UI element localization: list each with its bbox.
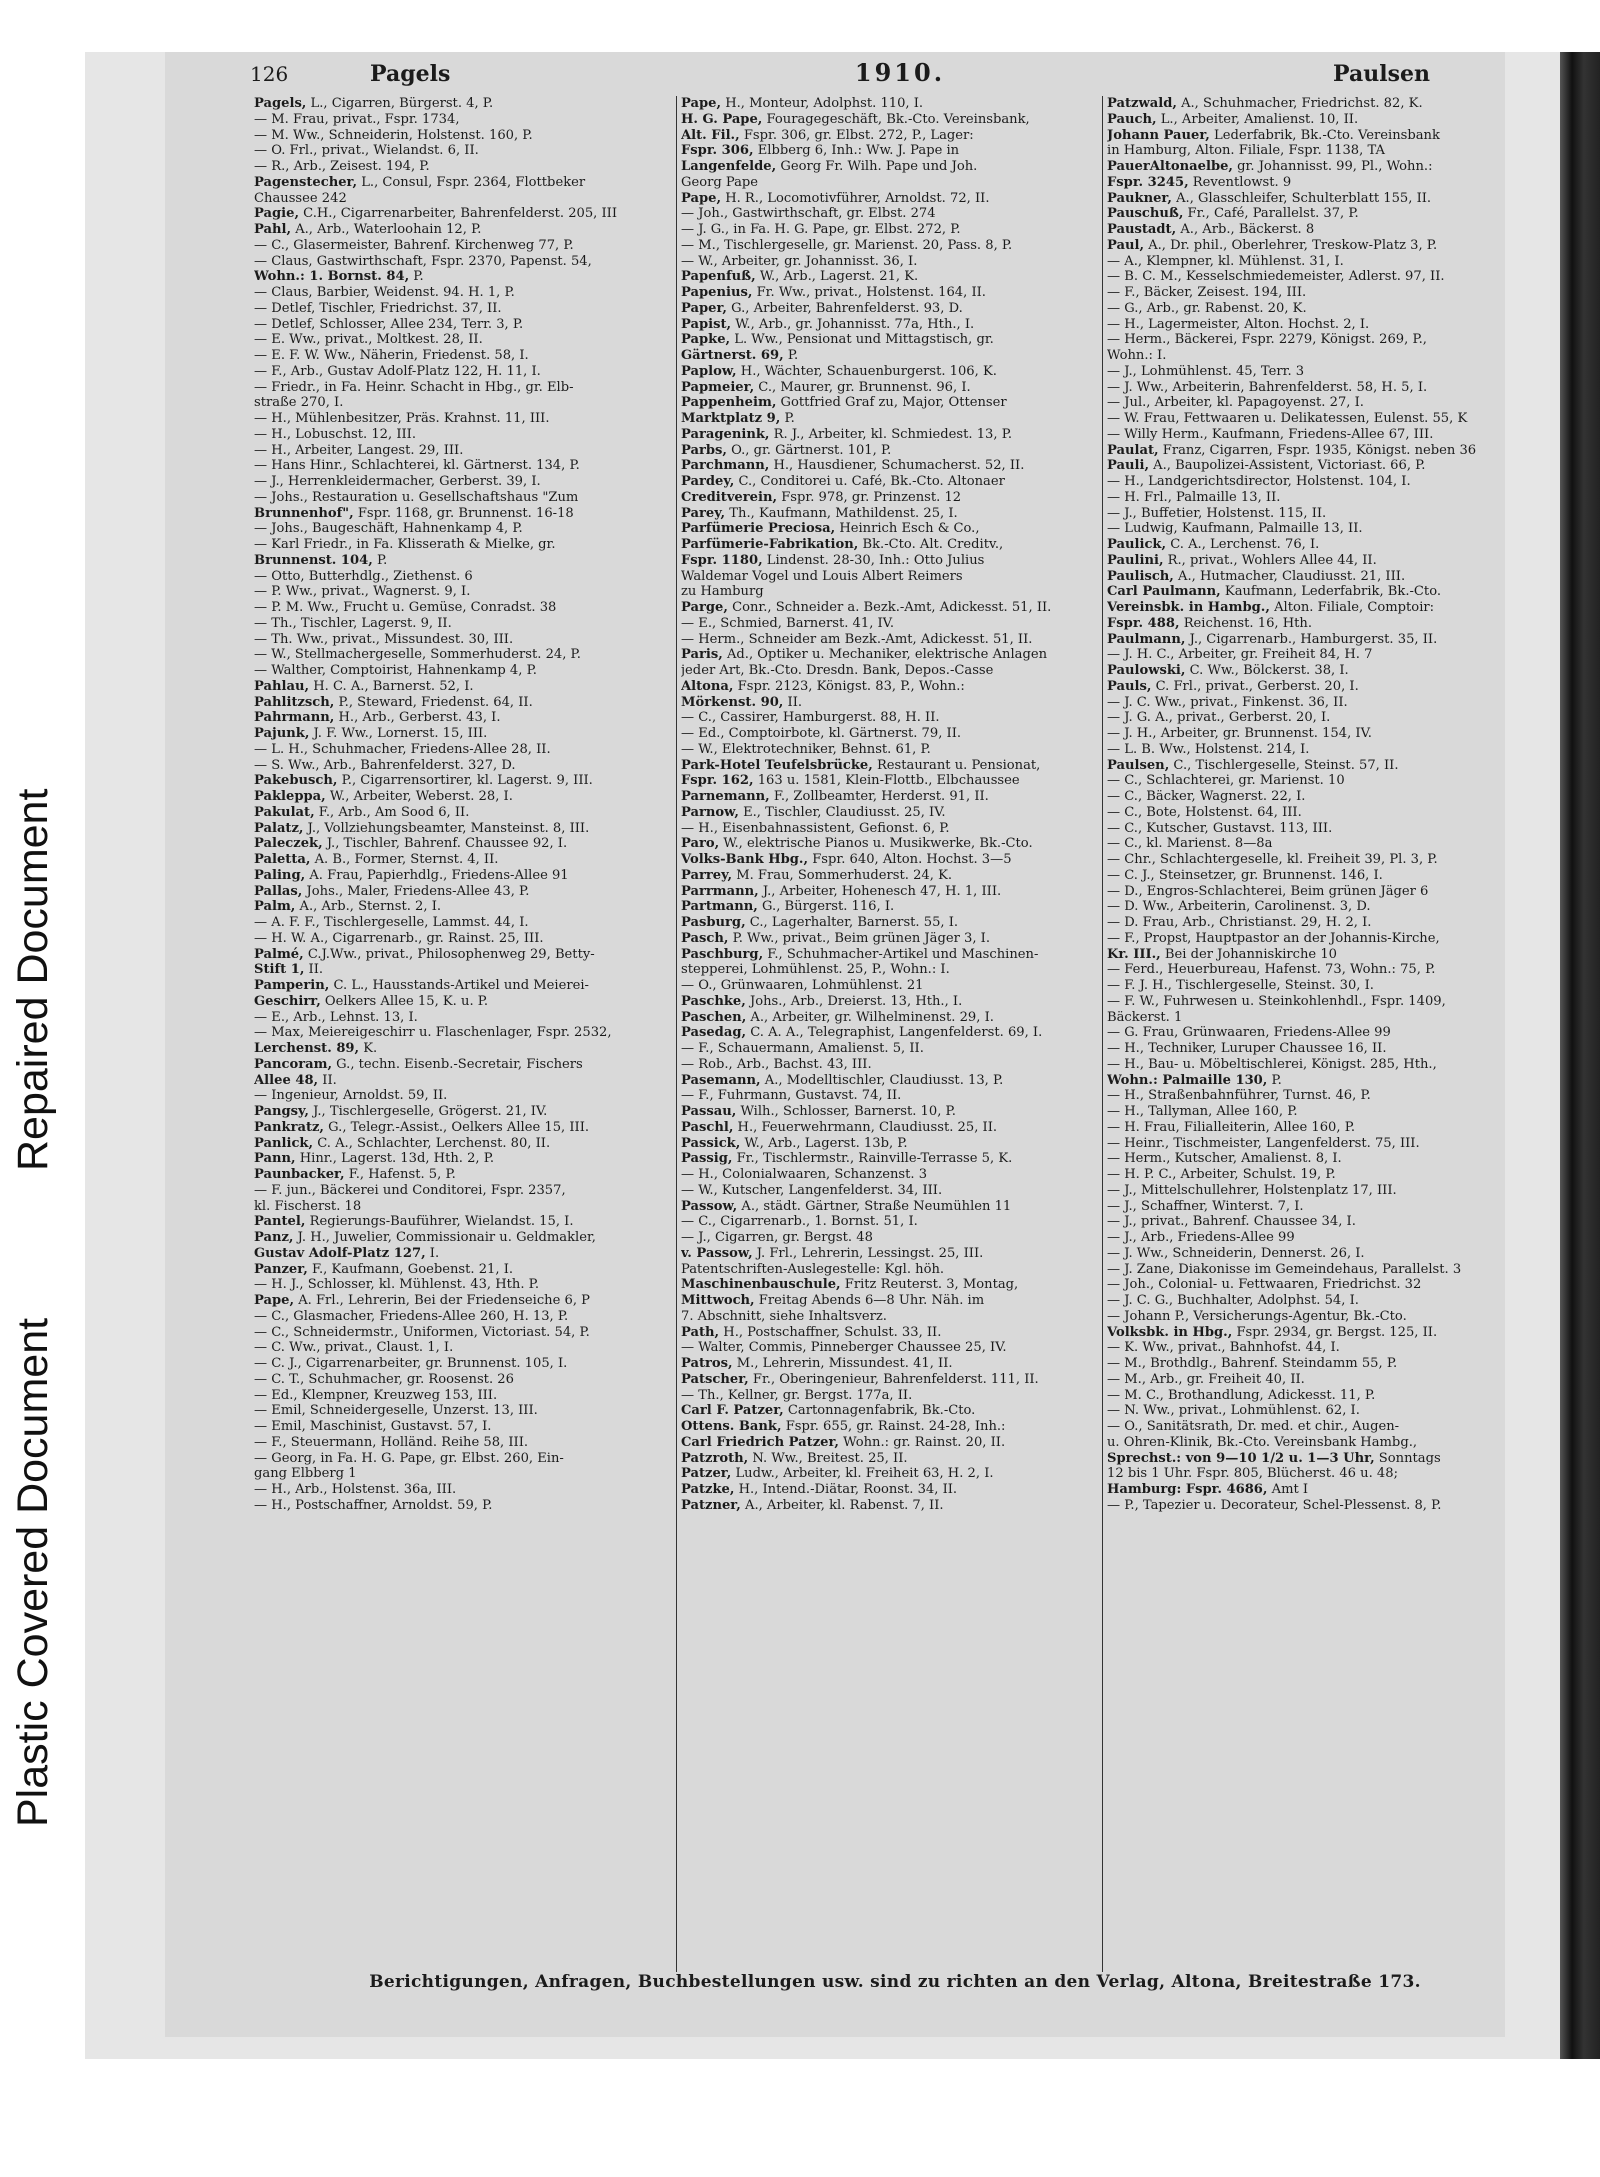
directory-entry: — H., Eisenbahnassistent, Gefionst. 6, P. <box>681 820 950 836</box>
directory-entry: Ottens. Bank, Fspr. 655, gr. Rainst. 24-28, Inh.: <box>681 1419 1006 1434</box>
directory-entry: Paro, W., elektrische Pianos u. Musikwerke, Bk.-Cto. <box>681 836 1033 852</box>
directory-entry: Gärtnerst. 69, P. <box>681 348 799 363</box>
directory-entry: — C., Bäcker, Wagnerst. 22, I. <box>1107 789 1306 804</box>
directory-entry: Pann, Hinr., Lagerst. 13d, Hth. 2, P. <box>254 1151 495 1167</box>
directory-entry: Pantel, Regierungs-Bauführer, Wielandst. 15, I. <box>254 1214 574 1230</box>
directory-entry: — W., Stellmachergeselle, Sommerhuderst. 24, P. <box>254 647 581 663</box>
directory-entry: — Ludwig, Kaufmann, Palmaille 13, II. <box>1107 521 1363 537</box>
directory-entry: Volks-Bank Hbg., Fspr. 640, Alton. Hochst. 3—5 <box>681 852 1012 867</box>
directory-entry: Creditverein, Fspr. 978, gr. Prinzenst. 12 <box>681 489 962 505</box>
directory-entry: — Herm., Schneider am Bezk.-Amt, Adickesst. 51, II. <box>681 631 1033 647</box>
directory-entry: — Ed., Klempner, Kreuzweg 153, III. <box>254 1387 498 1403</box>
directory-entry: — J. Ww., Schneiderin, Dennerst. 26, I. <box>1107 1245 1365 1261</box>
directory-entry: Parey, Th., Kaufmann, Mathildenst. 25, I. <box>681 505 958 521</box>
running-head-right: Paulsen <box>1333 61 1430 87</box>
directory-entry: — P. Ww., privat., Wagnerst. 9, I. <box>254 584 471 600</box>
directory-entry: — H., Arbeiter, Langest. 29, III. <box>254 442 464 458</box>
directory-entry: — Willy Herm., Kaufmann, Friedens-Allee 67, III. <box>1107 426 1434 442</box>
directory-entry: straße 270, I. <box>254 395 344 411</box>
directory-entry: — C., Schlachterei, gr. Marienst. 10 <box>1107 773 1345 789</box>
directory-entry: v. Passow, J. Frl., Lehrerin, Lessingst. 25, III. <box>681 1245 984 1261</box>
directory-entry: Partmann, G., Bürgerst. 116, I. <box>681 899 895 915</box>
directory-entry: Georg Pape <box>681 174 759 190</box>
directory-entry: Pasburg, C., Lagerhalter, Barnerst. 55, I. <box>681 915 959 930</box>
directory-entry: — Detlef, Schlosser, Allee 234, Terr. 3, P. <box>254 316 524 332</box>
directory-entry: — J. H. C., Arbeiter, gr. Freiheit 84, H. 7 <box>1107 647 1373 663</box>
directory-entry: Waldemar Vogel und Louis Albert Reimers <box>681 568 963 584</box>
directory-entry: — W., Kutscher, Langenfelderst. 34, III. <box>681 1182 943 1198</box>
directory-entry: Papmeier, C., Maurer, gr. Brunnenst. 96, I. <box>681 379 971 395</box>
directory-entry: — Ingenieur, Arnoldst. 59, II. <box>254 1088 448 1104</box>
directory-entry: Paragenink, R. J., Arbeiter, kl. Schmiedest. 13, P. <box>681 426 1013 442</box>
directory-entry: — C. Ww., privat., Claust. 1, I. <box>254 1340 454 1356</box>
directory-entry: — M. Ww., Schneiderin, Holstenst. 160, P. <box>254 127 533 143</box>
directory-entry: — Hans Hinr., Schlachterei, kl. Gärtnerst. 134, P. <box>254 458 580 474</box>
directory-entry: Sprechst.: von 9—10 1/2 u. 1—3 Uhr, Sonntags <box>1107 1450 1441 1466</box>
directory-entry: — W., Elektrotechniker, Behnst. 61, P. <box>681 741 931 757</box>
directory-entry: Fspr. 1180, Lindenst. 28-30, Inh.: Otto Julius <box>681 552 985 568</box>
directory-entry: — E., Arb., Lehnst. 13, I. <box>254 1009 418 1025</box>
directory-columns <box>250 96 1540 1972</box>
directory-entry: — M. C., Brothandlung, Adickesst. 11, P. <box>1107 1387 1376 1403</box>
directory-entry: Pakulat, F., Arb., Am Sood 6, II. <box>254 804 470 820</box>
directory-entry: H. G. Pape, Fouragegeschäft, Bk.-Cto. Vereinsbank, <box>681 111 1030 127</box>
directory-entry: Path, H., Postschaffner, Schulst. 33, II. <box>681 1324 942 1340</box>
directory-entry: Papenfuß, W., Arb., Lagerst. 21, K. <box>681 269 919 285</box>
directory-entry: — F., Schauermann, Amalienst. 5, II. <box>681 1041 924 1056</box>
directory-entry: zu Hamburg <box>681 584 764 600</box>
directory-entry: in Hamburg, Alton. Filiale, Fspr. 1138, TA <box>1107 143 1385 159</box>
directory-entry: Pahlitzsch, P., Steward, Friedenst. 64, II. <box>254 694 533 710</box>
directory-entry: Paschburg, F., Schuhmacher-Artikel und Maschinen- <box>681 946 1039 962</box>
directory-entry: — G. Frau, Grünwaaren, Friedens-Allee 99 <box>1107 1025 1391 1041</box>
directory-entry: Pasemann, A., Modelltischler, Claudiusst. 13, P. <box>681 1072 1004 1088</box>
directory-entry: Carl Friedrich Patzer, Wohn.: gr. Rainst. 20, II. <box>681 1434 1006 1450</box>
directory-entry: — J., privat., Bahrenf. Chaussee 34, I. <box>1107 1214 1356 1230</box>
directory-entry: Paulmann, J., Cigarrenarb., Hamburgerst. 35, II. <box>1107 631 1438 647</box>
directory-entry: Paschen, A., Arbeiter, gr. Wilhelminenst. 29, I. <box>681 1009 994 1025</box>
directory-entry: — H., Straßenbahnführer, Turnst. 46, P. <box>1107 1088 1371 1104</box>
directory-entry: Passick, W., Arb., Lagerst. 13b, P. <box>681 1135 908 1151</box>
directory-entry: Paper, G., Arbeiter, Bahrenfelderst. 93, D. <box>681 300 963 316</box>
directory-entry: — Walther, Comptoirist, Hahnenkamp 4, P. <box>254 663 537 678</box>
directory-entry: — Ed., Comptoirbote, kl. Gärtnerst. 79, II. <box>681 726 962 741</box>
directory-entry: Fspr. 488, Reichenst. 16, Hth. <box>1107 615 1313 631</box>
directory-entry: — Joh., Gastwirthschaft, gr. Elbst. 274 <box>681 206 936 222</box>
directory-entry: — C., Cigarrenarb., 1. Bornst. 51, I. <box>681 1214 918 1230</box>
directory-entry: Pakebusch, P., Cigarrensortirer, kl. Lagerst. 9, III. <box>254 773 593 789</box>
directory-entry: Paulat, Franz, Cigarren, Fspr. 1935, Königst. neben 36 <box>1107 442 1477 458</box>
directory-entry: — Walter, Commis, Pinneberger Chaussee 25, IV. <box>681 1340 1007 1356</box>
directory-entry: Pasch, P. Ww., privat., Beim grünen Jäger 3, I. <box>681 930 991 946</box>
directory-entry: Pagenstecher, L., Consul, Fspr. 2364, Flottbeker <box>254 174 586 190</box>
directory-entry: Pauli, A., Baupolizei-Assistent, Victoriast. 66, P. <box>1107 458 1426 474</box>
directory-entry: Carl Paulmann, Kaufmann, Lederfabrik, Bk.-Cto. <box>1107 584 1442 600</box>
directory-entry: Pape, A. Frl., Lehrerin, Bei der Friedenseiche 6, P <box>254 1293 590 1308</box>
directory-entry: Allee 48, II. <box>254 1072 337 1088</box>
directory-entry: Patzke, H., Intend.-Diätar, Roonst. 34, II. <box>681 1482 958 1497</box>
directory-entry: — Th. Ww., privat., Missundest. 30, III. <box>254 631 514 647</box>
directory-entry: — J., Buffetier, Holstenst. 115, II. <box>1107 505 1327 521</box>
directory-entry: — Johs., Baugeschäft, Hahnenkamp 4, P. <box>254 521 523 537</box>
directory-entry: — A., Klempner, kl. Mühlenst. 31, I. <box>1107 253 1344 269</box>
directory-entry: — J., Herrenkleidermacher, Gerberst. 39, I. <box>254 474 541 489</box>
directory-entry: — O., Sanitätsrath, Dr. med. et chir., Augen- <box>1107 1419 1400 1434</box>
directory-entry: — J. G., in Fa. H. G. Pape, gr. Elbst. 272, P. <box>681 222 961 237</box>
directory-entry: — D. Ww., Arbeiterin, Carolinenst. 3, D. <box>1107 899 1371 915</box>
directory-entry: Wohn.: Palmaille 130, P. <box>1107 1072 1282 1088</box>
directory-entry: Palatz, J., Vollziehungsbeamter, Mansteinst. 8, III. <box>254 820 590 836</box>
directory-entry: Paul, A., Dr. phil., Oberlehrer, Treskow-Platz 3, P. <box>1107 237 1438 253</box>
directory-entry: Patentschriften-Auslegestelle: Kgl. höh. <box>681 1261 945 1277</box>
directory-entry: — H., Colonialwaaren, Schanzenst. 3 <box>681 1167 928 1182</box>
directory-entry: — F. jun., Bäckerei und Conditorei, Fspr. 2357, <box>254 1182 566 1198</box>
directory-entry: Vereinsbk. in Hambg., Alton. Filiale, Comptoir: <box>1107 600 1435 615</box>
directory-entry: — H., Landgerichtsdirector, Holstenst. 104, I. <box>1107 474 1411 489</box>
directory-entry: — E., Schmied, Barnerst. 41, IV. <box>681 615 895 631</box>
directory-entry: Pape, H., Monteur, Adolphst. 110, I. <box>681 96 924 111</box>
directory-entry: Paleczek, J., Tischler, Bahrenf. Chaussee 92, I. <box>254 836 568 852</box>
directory-entry: — H., Tallyman, Allee 160, P. <box>1107 1104 1298 1119</box>
directory-entry: Alt. Fil., Fspr. 306, gr. Elbst. 272, P., Lager: <box>681 127 974 143</box>
directory-entry: — J., Lohmühlenst. 45, Terr. 3 <box>1107 363 1305 379</box>
directory-entry: Passig, Fr., Tischlermstr., Rainville-Terrasse 5, K. <box>681 1151 1013 1167</box>
directory-entry: Passow, A., städt. Gärtner, Straße Neumühlen 11 <box>681 1198 1012 1214</box>
directory-entry: — J., Mittelschullehrer, Holstenplatz 17, III. <box>1107 1182 1397 1198</box>
directory-entry: kl. Fischerst. 18 <box>254 1198 362 1214</box>
directory-entry: stepperei, Lohmühlenst. 25, P., Wohn.: I. <box>681 962 950 978</box>
directory-entry: — B. C. M., Kesselschmiedemeister, Adlerst. 97, II. <box>1107 269 1445 285</box>
directory-entry: Paris, Ad., Optiker u. Mechaniker, elektrische Anlagen <box>681 647 1048 663</box>
directory-entry: Park-Hotel Teufelsbrücke, Restaurant u. Pensionat, <box>681 757 1041 773</box>
directory-entry: — C., Schneidermstr., Uniformen, Victoriast. 54, P. <box>254 1324 590 1340</box>
directory-entry: Paulini, R., privat., Wohlers Allee 44, II. <box>1107 552 1377 568</box>
running-head-left: Pagels <box>370 61 451 87</box>
directory-entry: — H., Arb., Holstenst. 36a, III. <box>254 1482 457 1497</box>
directory-entry: Mörkenst. 90, II. <box>681 694 803 710</box>
column-3 <box>1102 96 1528 1972</box>
directory-entry: — M., Tischlergeselle, gr. Marienst. 20, Pass. 8, P. <box>681 237 1013 253</box>
directory-entry: — J. Zane, Diakonisse im Gemeindehaus, Parallelst. 3 <box>1107 1261 1462 1277</box>
column-1 <box>250 96 676 1972</box>
directory-entry: — C., Glasmacher, Friedens-Allee 260, H. 13, P. <box>254 1308 569 1324</box>
directory-entry: Pagels, L., Cigarren, Bürgerst. 4, P. <box>254 96 494 111</box>
directory-entry: — J. C. G., Buchhalter, Adolphst. 54, I. <box>1107 1293 1359 1308</box>
directory-entry: Patzer, Ludw., Arbeiter, kl. Freiheit 63, H. 2, I. <box>681 1466 994 1482</box>
directory-entry: Kr. III., Bei der Johanniskirche 10 <box>1107 946 1337 962</box>
directory-entry: — H. Frl., Palmaille 13, II. <box>1107 489 1281 505</box>
directory-entry: u. Ohren-Klinik, Bk.-Cto. Vereinsbank Hambg., <box>1107 1434 1418 1450</box>
directory-entry: — E. F. W. Ww., Näherin, Friedenst. 58, I. <box>254 348 529 363</box>
directory-entry: Brunnenst. 104, P. <box>254 552 388 568</box>
page-header <box>250 58 1540 90</box>
directory-entry: Pangsy, J., Tischlergeselle, Grögerst. 21, IV. <box>254 1104 548 1119</box>
directory-entry: — Otto, Butterhdlg., Ziethenst. 6 <box>254 568 473 584</box>
directory-entry: — F. J. H., Tischlergeselle, Steinst. 30, I. <box>1107 978 1374 993</box>
directory-entry: Papist, W., Arb., gr. Johannisst. 77a, Hth., I. <box>681 316 975 332</box>
directory-entry: Patzner, A., Arbeiter, kl. Rabenst. 7, II. <box>681 1497 944 1513</box>
directory-entry: — C., Kutscher, Gustavst. 113, III. <box>1107 820 1333 836</box>
directory-entry: — F., Propst, Hauptpastor an der Johannis-Kirche, <box>1107 930 1440 946</box>
directory-entry: Pamperin, C. L., Hausstands-Artikel und Meierei- <box>254 978 589 993</box>
directory-entry: — O., Grünwaaren, Lohmühlenst. 21 <box>681 978 924 993</box>
directory-entry: — S. Ww., Arb., Bahrenfelderst. 327, D. <box>254 757 516 773</box>
directory-entry: Passau, Wilh., Schlosser, Barnerst. 10, P. <box>681 1104 956 1119</box>
directory-entry: — Herm., Kutscher, Amalienst. 8, I. <box>1107 1151 1342 1167</box>
directory-entry: PauerAltonaelbe, gr. Johannisst. 99, Pl., Wohn.: <box>1107 159 1433 174</box>
directory-entry: — P., Tapezier u. Decorateur, Schel-Plessenst. 8, P. <box>1107 1497 1442 1513</box>
directory-entry: — Claus, Barbier, Weidenst. 94. H. 1, P. <box>254 285 515 300</box>
directory-entry: — Detlef, Tischler, Friedrichst. 37, II. <box>254 300 502 316</box>
directory-entry: — C., Bote, Holstenst. 64, III. <box>1107 804 1302 820</box>
directory-entry: Patzroth, N. Ww., Breitest. 25, II. <box>681 1450 908 1466</box>
directory-entry: — M., Arb., gr. Freiheit 40, II. <box>1107 1371 1305 1387</box>
directory-entry: Pape, H. R., Locomotivführer, Arnoldst. 72, II. <box>681 190 990 206</box>
directory-entry: — H., Lagermeister, Alton. Hochst. 2, I. <box>1107 316 1370 332</box>
directory-entry: Palmé, C.J.Ww., privat., Philosophenweg 29, Betty- <box>254 946 595 962</box>
directory-entry: — F., Arb., Gustav Adolf-Platz 122, H. 11, I. <box>254 363 541 379</box>
directory-entry: 12 bis 1 Uhr. Fspr. 805, Blücherst. 46 u. 48; <box>1107 1466 1399 1482</box>
side-labels <box>0 0 70 2177</box>
directory-entry: — J. G. A., privat., Gerberst. 20, I. <box>1107 710 1331 726</box>
directory-entry: — K. Ww., privat., Bahnhofst. 44, I. <box>1107 1340 1340 1356</box>
directory-entry: Pauschuß, Fr., Café, Parallelst. 37, P. <box>1107 206 1359 222</box>
directory-entry: — J., Arb., Friedens-Allee 99 <box>1107 1230 1295 1245</box>
directory-entry: Parchmann, H., Hausdiener, Schumacherst. 52, II. <box>681 458 1025 474</box>
directory-entry: Paschke, Johs., Arb., Dreierst. 13, Hth., I. <box>681 993 963 1009</box>
directory-entry: Stift 1, II. <box>254 962 324 978</box>
directory-entry: Wohn.: I. <box>1107 348 1167 363</box>
directory-entry: Paukner, A., Glasschleifer, Schulterblatt 155, II. <box>1107 190 1432 206</box>
directory-entry: Paletta, A. B., Former, Sternst. 4, II. <box>254 852 499 867</box>
directory-entry: Pajunk, J. F. Ww., Lornerst. 15, III. <box>254 726 488 741</box>
directory-entry: — C. J., Steinsetzer, gr. Brunnenst. 146, I. <box>1107 867 1383 883</box>
directory-entry: — F., Fuhrmann, Gustavst. 74, II. <box>681 1088 902 1104</box>
directory-entry: Parnemann, F., Zollbeamter, Herderst. 91, II. <box>681 789 989 804</box>
directory-entry: — Emil, Schneidergeselle, Unzerst. 13, III. <box>254 1403 538 1419</box>
directory-entry: Papke, L. Ww., Pensionat und Mittagstisch, gr. <box>681 332 994 348</box>
directory-entry: — E. Ww., privat., Moltkest. 28, II. <box>254 332 483 348</box>
next-page-edge <box>1560 52 1600 2059</box>
directory-entry: — H., Mühlenbesitzer, Präs. Krahnst. 11, III. <box>254 411 550 426</box>
directory-entry: — W. Frau, Fettwaaren u. Delikatessen, Eulenst. 55, K <box>1107 411 1468 426</box>
directory-entry: — Friedr., in Fa. Heinr. Schacht in Hbg., gr. Elb- <box>254 379 574 395</box>
directory-entry: Pauls, C. Frl., privat., Gerberst. 20, I. <box>1107 678 1359 694</box>
directory-entry: — C. T., Schuhmacher, gr. Roosenst. 26 <box>254 1371 514 1387</box>
directory-entry: — Emil, Maschinist, Gustavst. 57, I. <box>254 1419 492 1434</box>
directory-entry: Parfümerie Preciosa, Heinrich Esch & Co., <box>681 521 980 537</box>
directory-entry: — J., Cigarren, gr. Bergst. 48 <box>681 1230 873 1245</box>
directory-entry: Parbs, O., gr. Gärtnerst. 101, P. <box>681 442 892 458</box>
directory-entry: Pauch, L., Arbeiter, Amalienst. 10, II. <box>1107 111 1359 127</box>
directory-page <box>165 52 1505 2037</box>
directory-entry: Wohn.: 1. Bornst. 84, P. <box>254 269 424 285</box>
directory-entry: Bäckerst. 1 <box>1107 1009 1183 1025</box>
directory-entry: Pahlau, H. C. A., Barnerst. 52, I. <box>254 678 474 694</box>
directory-entry: Paulowski, C. Ww., Bölckerst. 38, I. <box>1107 663 1349 678</box>
directory-entry: Panlick, C. A., Schlachter, Lerchenst. 80, II. <box>254 1135 551 1151</box>
directory-entry: — Herm., Bäckerei, Fspr. 2279, Königst. 269, P., <box>1107 332 1427 348</box>
directory-entry: — H., Bau- u. Möbeltischlerei, Königst. 285, Hth., <box>1107 1056 1437 1072</box>
directory-entry: — H., Techniker, Luruper Chaussee 16, II. <box>1107 1041 1387 1056</box>
directory-entry: — R., Arb., Zeisest. 194, P. <box>254 159 430 174</box>
directory-entry: — F., Steuermann, Holländ. Reihe 58, III. <box>254 1434 529 1450</box>
directory-entry: Paling, A. Frau, Papierhdlg., Friedens-Allee 91 <box>254 867 569 883</box>
directory-entry: Maschinenbauschule, Fritz Reuterst. 3, Montag, <box>681 1277 1019 1293</box>
directory-entry: Parfümerie-Fabrikation, Bk.-Cto. Alt. Creditv., <box>681 537 1004 552</box>
directory-entry: Pagie, C.H., Cigarrenarbeiter, Bahrenfelderst. 205, III <box>254 206 618 222</box>
directory-entry: — Chr., Schlachtergeselle, kl. Freiheit 39, Pl. 3, P. <box>1107 852 1438 867</box>
directory-entry: Geschirr, Oelkers Allee 15, K. u. P. <box>254 993 489 1009</box>
directory-entry: — H. Frau, Filialleiterin, Allee 160, P. <box>1107 1119 1356 1135</box>
directory-entry: Panzer, F., Kaufmann, Goebenst. 21, I. <box>254 1261 514 1277</box>
directory-entry: 7. Abschnitt, siehe Inhaltsverz. <box>681 1308 887 1324</box>
directory-entry: Parge, Conr., Schneider a. Bezk.-Amt, Adickesst. 51, II. <box>681 600 1052 615</box>
directory-entry: Pallas, Johs., Maler, Friedens-Allee 43, P. <box>254 883 530 899</box>
directory-entry: Patros, M., Lehrerin, Missundest. 41, II. <box>681 1356 953 1371</box>
directory-entry: Langenfelde, Georg Fr. Wilh. Pape und Joh. <box>681 159 978 174</box>
directory-entry: Fspr. 306, Elbberg 6, Inh.: Ww. J. Pape in <box>681 143 960 159</box>
directory-entry: Pancoram, G., techn. Eisenb.-Secretair, Fischers <box>254 1056 583 1072</box>
directory-entry: — C., Glasermeister, Bahrenf. Kirchenweg 77, P. <box>254 237 574 253</box>
directory-entry: Volksbk. in Hbg., Fspr. 2934, gr. Bergst. 125, II. <box>1107 1324 1438 1340</box>
directory-entry: Parrmann, J., Arbeiter, Hohenesch 47, H. 1, III. <box>681 883 1002 899</box>
directory-entry: — Johs., Restauration u. Gesellschaftshaus "Zum <box>254 489 579 505</box>
page-number: 126 <box>250 62 289 86</box>
directory-entry: — Ferd., Heuerbureau, Hafenst. 73, Wohn.: 75, P. <box>1107 962 1436 978</box>
directory-entry: — Th., Tischler, Lagerst. 9, II. <box>254 615 452 631</box>
directory-entry: — Th., Kellner, gr. Bergst. 177a, II. <box>681 1387 913 1403</box>
directory-entry: Hamburg: Fspr. 4686, Amt I <box>1107 1482 1309 1497</box>
directory-entry: — J. Ww., Arbeiterin, Bahrenfelderst. 58, H. 5, I. <box>1107 379 1428 395</box>
directory-entry: — C., kl. Marienst. 8—8a <box>1107 836 1273 852</box>
directory-entry: — H. P. C., Arbeiter, Schulst. 19, P. <box>1107 1167 1336 1182</box>
directory-entry: Fspr. 3245, Reventlowst. 9 <box>1107 174 1292 190</box>
directory-entry: Papenius, Fr. Ww., privat., Holstenst. 164, II. <box>681 285 986 300</box>
directory-entry: — C. J., Cigarrenarbeiter, gr. Brunnenst. 105, I. <box>254 1356 568 1371</box>
directory-entry: — J. H., Arbeiter, gr. Brunnenst. 154, IV. <box>1107 726 1372 741</box>
directory-entry: Mittwoch, Freitag Abends 6—8 Uhr. Näh. im <box>681 1293 985 1308</box>
directory-entry: jeder Art, Bk.-Cto. Dresdn. Bank, Depos.-Casse <box>681 663 994 678</box>
directory-entry: — Max, Meiereigeschirr u. Flaschenlager, Fspr. 2532, <box>254 1025 612 1041</box>
column-2 <box>676 96 1102 1972</box>
repaired-document-label: Repaired Document <box>9 788 57 1172</box>
page-year: 1910. <box>854 58 946 87</box>
directory-entry: Panz, J. H., Juwelier, Commissionair u. Geldmakler, <box>254 1230 596 1245</box>
directory-entry: gang Elbberg 1 <box>254 1466 357 1482</box>
directory-entry: Paulisch, A., Hutmacher, Claudiusst. 21, III. <box>1107 568 1406 584</box>
directory-entry: — A. F. F., Tischlergeselle, Lammst. 44, I. <box>254 915 529 930</box>
directory-entry: — P. M. Ww., Frucht u. Gemüse, Conradst. 38 <box>254 600 557 615</box>
directory-entry: Paulick, C. A., Lerchenst. 76, I. <box>1107 537 1320 552</box>
directory-entry: Paplow, H., Wächter, Schauenburgerst. 106, K. <box>681 363 997 379</box>
directory-entry: Chaussee 242 <box>254 190 347 206</box>
directory-entry: Lerchenst. 89, K. <box>254 1041 378 1056</box>
directory-entry: Marktplatz 9, P. <box>681 411 795 426</box>
directory-entry: Pahrmann, H., Arb., Gerberst. 43, I. <box>254 710 501 726</box>
directory-entry: — F. W., Fuhrwesen u. Steinkohlenhdl., Fspr. 1409, <box>1107 993 1446 1009</box>
publisher-notice: Berichtigungen, Anfragen, Buchbestellungen usw. sind zu richten an den Verlag, Altona, Breitestraße 173. <box>369 1972 1421 1992</box>
directory-entry: — Rob., Arb., Bachst. 43, III. <box>681 1056 872 1072</box>
directory-entry: — H. W. A., Cigarrenarb., gr. Rainst. 25, III. <box>254 930 544 946</box>
directory-entry: — Heinr., Tischmeister, Langenfelderst. 75, III. <box>1107 1135 1420 1151</box>
directory-entry: — H., Lobuschst. 12, III. <box>254 426 417 442</box>
directory-entry: — H. J., Schlosser, kl. Mühlenst. 43, Hth. P. <box>254 1277 539 1293</box>
directory-entry: — Johann P., Versicherungs-Agentur, Bk.-Cto. <box>1107 1308 1407 1324</box>
directory-entry: Pardey, C., Conditorei u. Café, Bk.-Cto. Altonaer <box>681 474 1005 489</box>
directory-entry: Pakleppa, W., Arbeiter, Weberst. 28, I. <box>254 789 513 804</box>
directory-entry: — G., Arb., gr. Rabenst. 20, K. <box>1107 300 1307 316</box>
directory-entry: — L. H., Schuhmacher, Friedens-Allee 28, II. <box>254 741 551 757</box>
directory-entry: — D., Engros-Schlachterei, Beim grünen Jäger 6 <box>1107 883 1429 899</box>
directory-entry: Paunbacker, F., Hafenst. 5, P. <box>254 1167 456 1182</box>
directory-entry: Parnow, E., Tischler, Claudiusst. 25, IV. <box>681 804 946 820</box>
directory-entry: — Jul., Arbeiter, kl. Papagoyenst. 27, I. <box>1107 395 1364 411</box>
directory-entry: Johann Pauer, Lederfabrik, Bk.-Cto. Vereinsbank <box>1107 127 1440 143</box>
directory-entry: Pasedag, C. A. A., Telegraphist, Langenfelderst. 69, I. <box>681 1025 1043 1041</box>
directory-entry: — F., Bäcker, Zeisest. 194, III. <box>1107 285 1307 300</box>
plastic-covered-label: Plastic Covered Document <box>9 1317 57 1828</box>
directory-entry: — O. Frl., privat., Wielandst. 6, II. <box>254 143 479 159</box>
directory-entry: Gustav Adolf-Platz 127, I. <box>254 1245 440 1261</box>
directory-entry: Paulsen, C., Tischlergeselle, Steinst. 57, II. <box>1107 757 1399 773</box>
directory-entry: Pahl, A., Arb., Waterloohain 12, P. <box>254 222 482 237</box>
directory-entry: Fspr. 162, 163 u. 1581, Klein-Flottb., Elbchaussee <box>681 773 1020 789</box>
directory-entry: — L. B. Ww., Holstenst. 214, I. <box>1107 741 1310 757</box>
directory-entry: Brunnenhof", Fspr. 1168, gr. Brunnenst. 16-18 <box>254 505 574 521</box>
directory-entry: Patscher, Fr., Oberingenieur, Bahrenfelderst. 111, II. <box>681 1371 1039 1387</box>
directory-entry: Parrey, M. Frau, Sommerhuderst. 24, K. <box>681 867 953 883</box>
directory-entry: — D. Frau, Arb., Christianst. 29, H. 2, I. <box>1107 915 1372 930</box>
directory-entry: — Georg, in Fa. H. G. Pape, gr. Elbst. 260, Ein- <box>254 1450 564 1466</box>
directory-entry: — N. Ww., privat., Lohmühlenst. 62, I. <box>1107 1403 1360 1419</box>
directory-entry: — M. Frau, privat., Fspr. 1734, <box>254 111 460 127</box>
directory-entry: — M., Brothdlg., Bahrenf. Steindamm 55, P. <box>1107 1356 1398 1371</box>
directory-entry: Patzwald, A., Schuhmacher, Friedrichst. 82, K. <box>1107 96 1423 111</box>
directory-entry: Paschl, H., Feuerwehrmann, Claudiusst. 25, II. <box>681 1119 998 1135</box>
directory-entry: — C., Cassirer, Hamburgerst. 88, H. II. <box>681 710 940 726</box>
directory-entry: — Joh., Colonial- u. Fettwaaren, Friedrichst. 32 <box>1107 1277 1422 1293</box>
directory-entry: — Claus, Gastwirthschaft, Fspr. 2370, Papenst. 54, <box>254 253 592 269</box>
directory-entry: — W., Arbeiter, gr. Johannisst. 36, I. <box>681 253 918 269</box>
directory-entry: — J., Schaffner, Winterst. 7, I. <box>1107 1198 1304 1214</box>
directory-entry: Altona, Fspr. 2123, Königst. 83, P., Wohn.: <box>681 678 965 694</box>
directory-entry: — J. C. Ww., privat., Finkenst. 36, II. <box>1107 694 1348 710</box>
directory-entry: Palm, A., Arb., Sternst. 2, I. <box>254 899 442 915</box>
directory-entry: Carl F. Patzer, Cartonnagenfabrik, Bk.-Cto. <box>681 1403 976 1419</box>
directory-entry: Pappenheim, Gottfried Graf zu, Major, Ottenser <box>681 395 1007 411</box>
directory-entry: — Karl Friedr., in Fa. Klisserath & Mielke, gr. <box>254 537 556 552</box>
directory-entry: Pankratz, G., Telegr.-Assist., Oelkers Allee 15, III. <box>254 1119 590 1135</box>
directory-entry: Paustadt, A., Arb., Bäckerst. 8 <box>1107 222 1315 237</box>
directory-entry: — H., Postschaffner, Arnoldst. 59, P. <box>254 1497 493 1513</box>
